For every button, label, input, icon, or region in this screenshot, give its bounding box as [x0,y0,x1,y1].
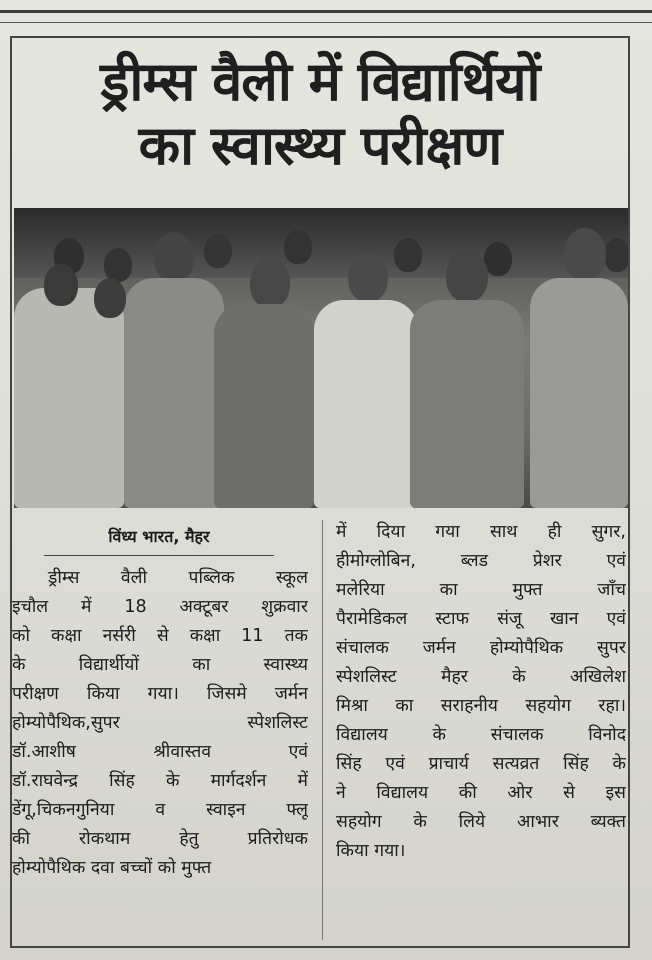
article-paragraph-right [336,518,626,866]
photo-person [154,232,194,282]
photo-person [564,228,606,280]
article-column-left [12,522,308,883]
group-photo [14,208,628,508]
photo-person [44,264,78,306]
column-divider [322,520,323,940]
article-line: डॉ.आशीष श्रीवास्तव एवं [12,742,308,762]
article-line: संचालक जर्मन होम्योपैथिक सुपर [336,638,626,658]
article-line: को कक्षा नर्सरी से कक्षा 11 तक [12,626,308,646]
article-line: ने विद्यालय की ओर से इस [336,783,626,803]
photo-person [250,258,290,308]
photo-person-body [214,304,314,508]
article-line: डॉ.राघवेन्द्र सिंह के मार्गदर्शन में [12,771,308,791]
article-line: सिंह एवं प्राचार्य सत्यव्रत सिंह के [336,754,626,774]
headline-line-1: ड्रीम्स वैली में विद्यार्थियों [100,50,540,113]
article-line: हीमोग्लोबिन, ब्लड प्रेशर एवं [336,551,626,571]
article-column-right [336,518,626,866]
photo-person [204,234,232,268]
top-rule-thin [0,22,652,23]
article-line: मलेरिया का मुफ्त जाँच [336,580,626,600]
article-line: की रोकथाम हेतु प्रतिरोधक [12,829,308,849]
article-line: में दिया गया साथ ही सुगर, [336,522,626,542]
photo-person-body [314,300,418,508]
photo-person [284,230,312,264]
photo-person [394,238,422,272]
article-line: सहयोग के लिये आभार ब्यक्त [336,812,626,832]
headline-line-2: का स्वास्थ्य परीक्षण [138,114,502,178]
photo-person [446,250,488,302]
article-line: किया गया। [336,841,406,861]
photo-person [484,242,512,276]
photo-person [104,248,132,282]
article-line: विद्यालय के संचालक विनोद [336,725,626,745]
photo-person-body [124,278,224,508]
article-line: इचौल में 18 अक्टूबर शुक्रवार [12,597,308,617]
article-line: पैरामेडिकल स्टाफ संजू खान एवं [336,609,626,629]
article-line: स्पेशलिस्ट मैहर के अखिलेश [336,667,626,687]
photo-person-body [530,278,628,508]
dateline: विंध्य भारत, मैहर [44,522,274,556]
photo-person-body [410,300,524,508]
article-line: मिश्रा का सराहनीय सहयोग रहा। [336,696,626,716]
article-line: होम्योपैथिक,सुपर स्पेशलिस्ट [12,713,308,733]
article-line: ड्रीम्स वैली पब्लिक स्कूल [48,568,308,588]
photo-person-body [14,288,124,508]
top-rule [0,10,652,13]
article-line: परीक्षण किया गया। जिसमे जर्मन [12,684,308,704]
photo-person [348,252,388,302]
headline [16,52,624,177]
article-line: डेंगू,चिकनगुनिया व स्वाइन फ्लू [12,800,308,820]
article-line: के विद्यार्थीयों का स्वास्थ्य [12,655,308,675]
photo-person [94,278,126,318]
article-line: होम्योपैथिक दवा बच्चों को मुफ्त [12,858,212,878]
photo-person [604,238,628,272]
article-paragraph-left [12,564,308,883]
